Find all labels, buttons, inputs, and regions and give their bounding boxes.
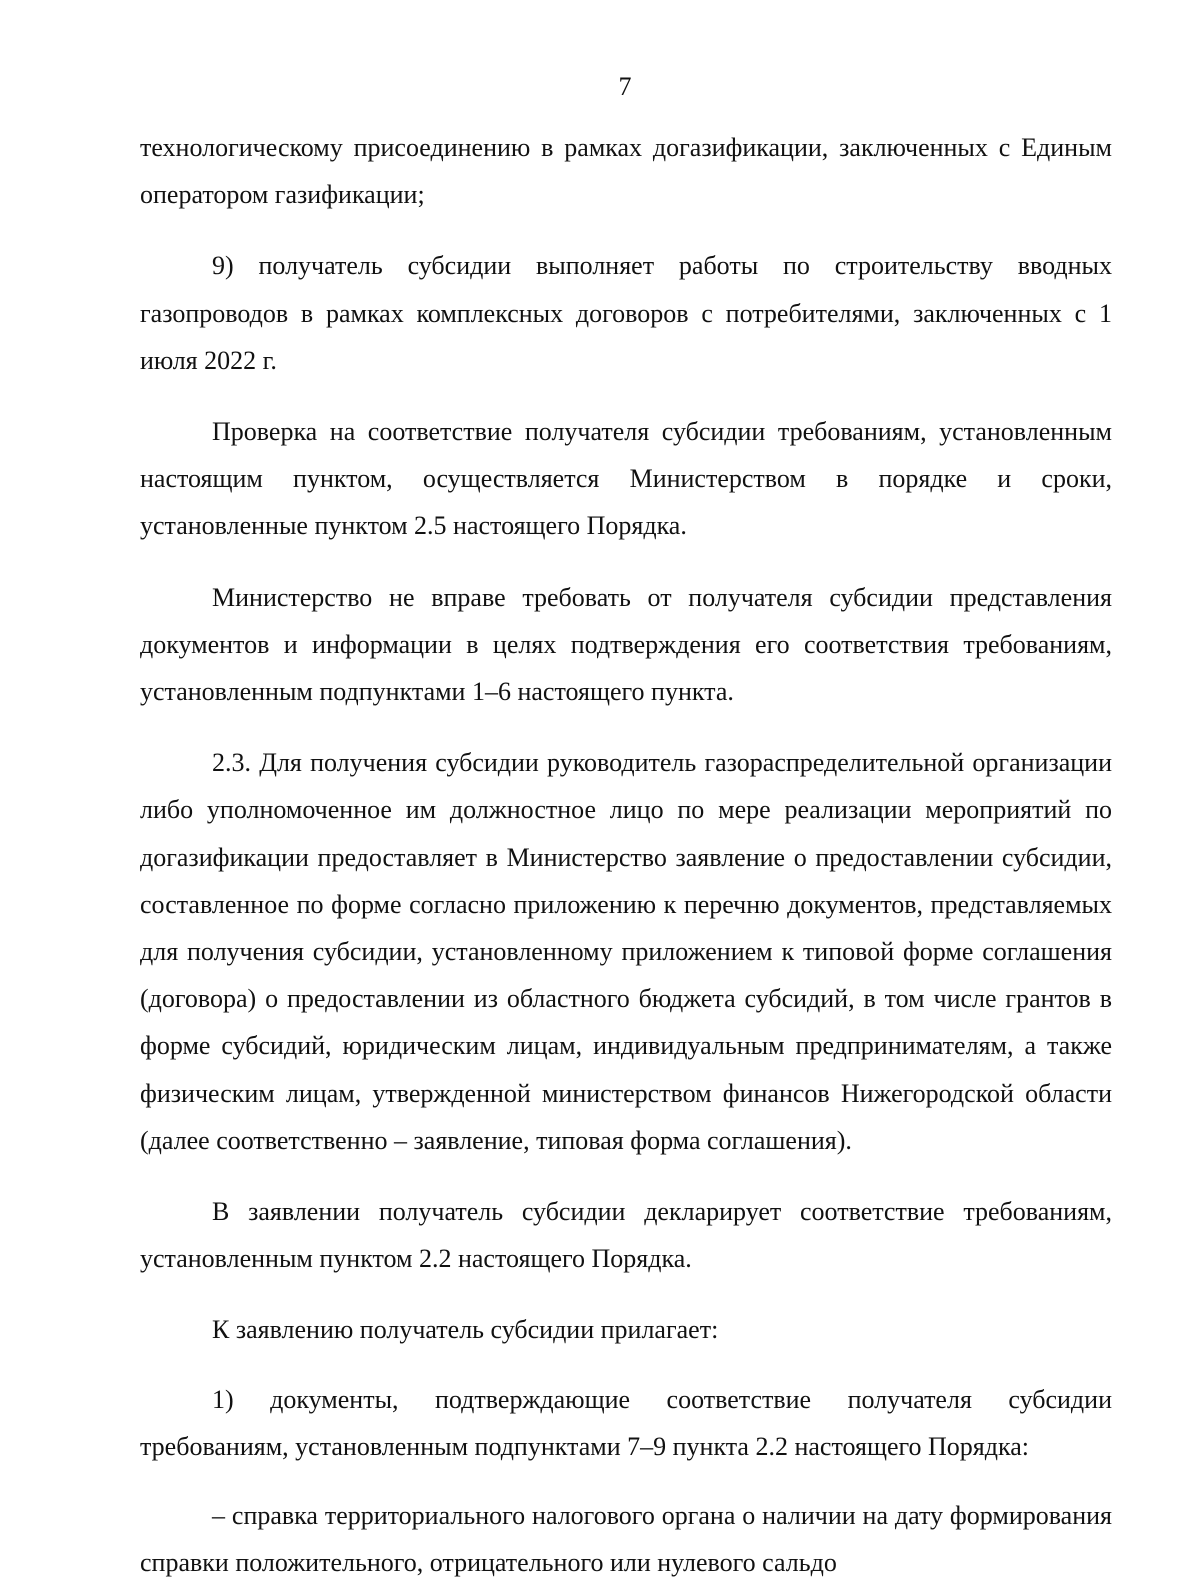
document-body: [140, 124, 1112, 1586]
page-number: 7: [618, 72, 632, 101]
paragraph-attachments-intro: К заявлению получатель субсидии прилагает:: [212, 1315, 719, 1345]
paragraph-ministry-restriction: Министерство не вправе требовать от получателя субсидии представления документов и информации в целях подтверждения его соответствия требованиям, установленным подпунктами 1–6 настоящего пункта.: [140, 582, 1112, 707]
paragraph-continuation: технологическому присоединению в рамках догазификации, заключенных с Единым оператором газификации;: [140, 133, 1112, 210]
paragraph-tax-certificate: – справка территориального налогового органа о наличии на дату формирования справки положительного, отрицательного или нулевого сальдо: [140, 1501, 1112, 1578]
paragraph-verification: Проверка на соответствие получателя субсидии требованиям, установленным настоящим пунктом, осуществляется Министерством в порядке и сроки, установленные пунктом 2.5 настоящего Порядка.: [140, 417, 1112, 541]
paragraph-item-9: 9) получатель субсидии выполняет работы по строительству вводных газопроводов в рамках комплексных договоров с потребителями, заключенных с 1 июля 2022 г.: [140, 251, 1112, 375]
paragraph-section-2-3: 2.3. Для получения субсидии руководитель газораспределительной организации либо уполномоченное им должностное лицо по мере реализации мероприятий по догазификации предоставляет в Министерство заявление о предоставлении субсидии, составленное по форме согласно приложению к перечню документов, представляемых для получения субсидии, установленному приложением к типовой форме соглашения (договора) о предоставлении из областного бюджета субсидий, в том числе грантов в форме субсидий, юридическим лицам, индивидуальным предпринимателям, а также физическим лицам, утвержденной министерством финансов Нижегородской области (далее соответственно – заявление, типовая форма соглашения).: [140, 748, 1112, 1155]
paragraph-attachment-1: 1) документы, подтверждающие соответствие получателя субсидии требованиям, установленным подпунктами 7–9 пункта 2.2 настоящего Порядка:: [140, 1384, 1112, 1461]
paragraph-declaration: В заявлении получатель субсидии декларирует соответствие требованиям, установленным пунктом 2.2 настоящего Порядка.: [140, 1197, 1112, 1274]
